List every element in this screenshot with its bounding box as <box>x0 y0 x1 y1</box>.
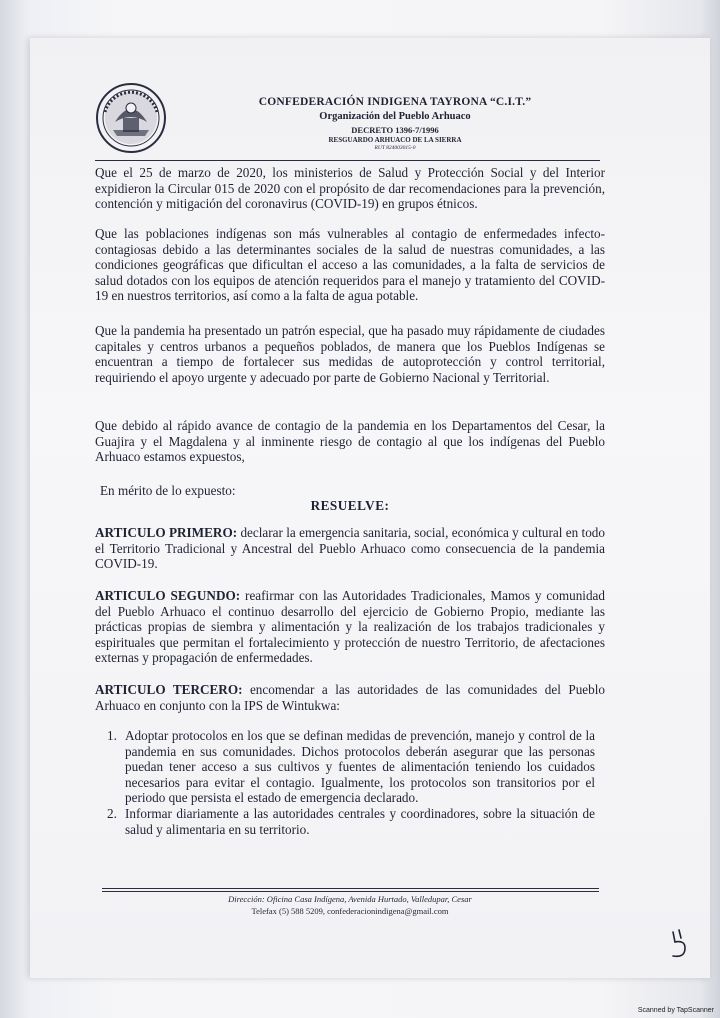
footer-address: Dirección: Oficina Casa Indígena, Avenida Hurtado, Valledupar, Cesar <box>228 894 472 904</box>
paragraph-departments: Que debido al rápido avance de contagio de la pandemia en los Departamentos del Cesar, la Guajira y el Magdalena y al inminente riesgo de contagio al que los indígenas del Pueblo Arhuaco estamos expuestos, <box>95 418 605 465</box>
article-second-text: reafirmar con las Autoridades Tradicionales, Mamos y comunidad del Pueblo Arhuaco el continuo desarrollo del ejercicio de Gobierno Propio, mediante las prácticas propias de siembra y alimentación y la realización de los trabajos tradicionales y espirituales que permitan el fortalecimiento y protección de nuestro Territorio, de afectaciones externas y propagación de enfermedades. <box>95 588 605 666</box>
article-first-label: ARTICULO PRIMERO: <box>95 525 238 540</box>
footer-contact: Telefax (5) 588 5209, confederacionindigena@gmail.com <box>251 906 449 916</box>
article-second <box>95 588 605 666</box>
list-item-text: Informar diariamente a las autoridades centrales y coordinadores, sobre la situación de salud y alimentaria en su territorio. <box>125 806 595 837</box>
list-item <box>107 728 595 806</box>
article-third <box>95 682 605 713</box>
letterhead <box>95 82 690 162</box>
header-divider <box>95 160 600 161</box>
resguardo-name: RESGUARDO ARHUACO DE LA SIERRA <box>328 136 462 144</box>
list-item-text: Adoptar protocolos en los que se definan medidas de prevención, manejo y control de la pandemia en sus comunidades. Dichos protocolos deberán asegurar que las personas puedan tener acceso a sus cultivos y fuentes de alimentación teniendo los cuidados necesarios para evitar el contagio. Igualmente, los protocolos son transitorios por el periodo que persista el estado de emergencia declarado. <box>125 728 595 806</box>
organization-subtitle: Organización del Pueblo Arhuaco <box>319 111 471 122</box>
merito-line: En mérito de lo expuesto: <box>100 483 236 498</box>
article-first <box>95 525 605 572</box>
resuelve-heading: RESUELVE: <box>310 498 390 513</box>
rut-number: RUT 824003015-0 <box>374 145 416 151</box>
decree-number: DECRETO 1396-7/1996 <box>351 125 439 135</box>
article-first-text: declarar la emergencia sanitaria, social, económica y cultural en todo el Territorio Tradicional y Ancestral del Pueblo Arhuaco como consecuencia de la pandemia COVID-19. <box>95 525 605 572</box>
scanner-watermark: Scanned by TapScanner <box>637 1007 714 1014</box>
organization-title: CONFEDERACIÓN INDIGENA TAYRONA “C.I.T.” <box>258 96 532 108</box>
list-item-number: 1. <box>107 728 117 743</box>
paragraph-vulnerable-populations: Que las poblaciones indígenas son más vulnerables al contagio de enfermedades infecto-contagiosas debido a las determinantes sociales de la salud de nuestras comunidades, a las condiciones geográficas que dificultan el acceso a las comunidades, a la falta de servicios de salud dotados con los equipos de atención requeridos para el manejo y tratamiento del COVID-19 en nuestros territorios, así como a la falta de agua potable. <box>95 226 605 304</box>
article-third-label: ARTICULO TERCERO: <box>95 682 243 697</box>
organization-seal-logo <box>95 82 167 154</box>
paragraph-pandemic-pattern: Que la pandemia ha presentado un patrón especial, que ha pasado muy rápidamente de ciudades capitales y centros urbanos a pequeños poblados, de manera que los Pueblos Indígenas se encuentran a tiempo de fortalecer sus medidas de autoprotección y control territorial, requiriendo el apoyo urgente y adecuado por parte de Gobierno Nacional y Territorial. <box>95 323 605 385</box>
list-item-number: 2. <box>107 806 117 821</box>
handwritten-initial-signature <box>665 928 695 962</box>
paragraph-circular: Que el 25 de marzo de 2020, los ministerios de Salud y Protección Social y del Interior expidieron la Circular 015 de 2020 con el propósito de dar recomendaciones para la prevención, contención y mitigación del coronavirus (COVID-19) en grupos étnicos. <box>95 165 605 212</box>
list-item <box>107 806 595 837</box>
article-second-label: ARTICULO SEGUNDO: <box>95 588 241 603</box>
article-third-text: encomendar a las autoridades de las comunidades del Pueblo Arhuaco en conjunto con la IPS de Wintukwa: <box>95 682 605 713</box>
